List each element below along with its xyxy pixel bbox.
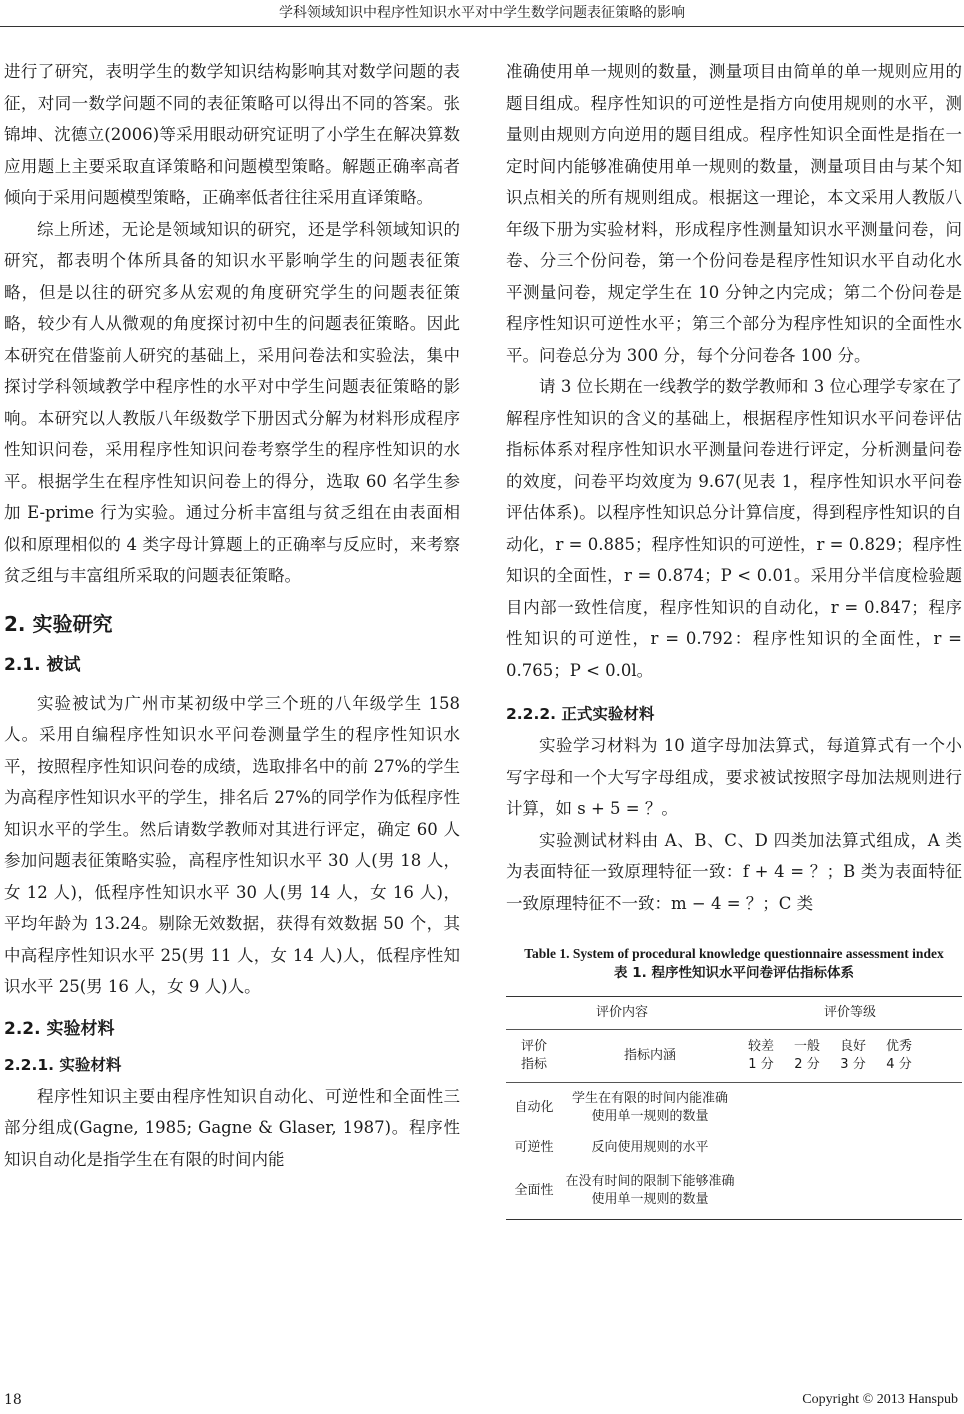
row-meaning: 在没有时间的限制下能够准确 使用单一规则的数量	[562, 1163, 738, 1220]
paragraph: 综上所述，无论是领域知识的研究，还是学科领域知识的研究，都表明个体所具备的知识水平影响学生的问题表征策略，但是以往的研究多从宏观的角度研究学生的问题表征策略，较少有人从微观的角度探讨初中生的问题表征策略。因此本研究在借鉴前人研究的基础上，采用问卷法和实验法，集中探讨学科领域教学中程序性的水平对中学生问题表征策略的影响。本研究以人教版八年级数学下册因式分解为材料形成程序性知识问卷，采用程序性知识问卷考察学生的程序性知识的水平。根据学生在程序性知识问卷上的得分，选取 60 名学生参加 E-prime 行为实验。通过分析丰富组与贫乏组在由表面相似和原理相似的 4 类字母计算题上的正确率与反应时，来考察贫乏组与丰富组所采取的问题表征策略。	[4, 219, 460, 585]
subsubsection-heading: 2.2.2. 正式实验材料	[506, 705, 655, 723]
subsubsection-heading: 2.2.1. 实验材料	[4, 1055, 122, 1074]
row-meaning: 反向使用规则的水平	[591, 1140, 709, 1155]
empty-cell	[922, 1030, 962, 1083]
copyright-notice: Copyright © 2013 Hanspub	[802, 1392, 958, 1407]
left-column	[4, 56, 460, 1175]
assessment-table	[506, 996, 962, 1220]
grade-cell: 较差 1 分	[738, 1030, 784, 1083]
table-subheader-row	[506, 1030, 962, 1083]
table-subheader-cell: 评价 指标	[506, 1030, 562, 1083]
row-name: 可逆性	[514, 1140, 554, 1155]
subsection-heading: 2.2. 实验材料	[4, 1018, 115, 1039]
table-header-cell: 评价等级	[738, 997, 962, 1030]
table-caption-en: Table 1. System of procedural knowledge questionnaire assessment index	[524, 946, 944, 961]
paragraph: 实验被试为广州市某初级中学三个班的八年级学生 158 人。采用自编程序性知识水平问卷测量学生的程序性知识水平，按照程序性知识问卷的成绩，选取排名中的前 27%的学生为高程序性知识水平的学生，排名后 27%的同学作为低程序性知识水平的学生。然后请数学教师对其进行评定，确定 60 人参加问题表征策略实验，高程序性知识水平 30 人(男 18 人，女 12 人)，低程序性知识水平 30 人(男 14 人，女 16 人)，平均年龄为 13.24。剔除无效数据，获得有效数据 50 个，其中高程序性知识水平 25(男 11 人，女 14 人)人，低程序性知识水平 25(男 16 人，女 9 人)人。	[4, 693, 460, 996]
grade-cell: 一般 2 分	[784, 1030, 830, 1083]
row-meaning: 学生在有限的时间内能准确 使用单一规则的数量	[571, 1091, 728, 1124]
paragraph: 实验测试材料由 A、B、C、D 四类加法算式组成，A 类为表面特征一致原理特征一致：f + 4 = ？；B 类为表面特征一致原理特征不一致：m − 4 = ？；C 类	[506, 830, 962, 913]
table-header-cell: 评价内容	[506, 997, 738, 1030]
table-row	[506, 1083, 962, 1134]
paragraph: 准确使用单一规则的数量，测量项目由简单的单一规则应用的题目组成。程序性知识的可逆性是指方向使用规则的水平，测量则由规则方向逆用的题目组成。程序性知识全面性是指在一定时间内能够准确使用单一规则的数量，测量项目由与某个知识点相关的所有规则组成。根据这一理论，本文采用人教版八年级下册为实验材料，形成程序性测量知识水平测量问卷，问卷、分三个份问卷，第一个份问卷是程序性知识水平自动化水平测量问卷，规定学生在 10 分钟之内完成；第二个份问卷是程序性知识可逆性水平；第三个部分为程序性知识的全面性水平。问卷总分为 300 分，每个分问卷各 100 分。	[506, 62, 962, 365]
paragraph: 实验学习材料为 10 道字母加法算式，每道算式有一个小写字母和一个大写字母组成，要求被试按照字母加法规则进行计算，如 s + 5 = ？。	[506, 736, 962, 818]
paragraph: 请 3 位长期在一线教学的数学教师和 3 位心理学专家在了解程序性知识的含义的基础上，根据程序性知识水平问卷评估指标体系对程序性知识水平测量问卷进行评定，分析测量问卷的效度，问卷平均效度为 9.67(见表 1，程序性知识水平问卷评估体系)。以程序性知识总分计算信度，得到程序性知识的自动化，r = 0.885；程序性知识的可逆性，r = 0.829；程序性知识的全面性，r = 0.874；P < 0.01。采用分半信度检验题目内部一致性信度，程序性知识的自动化，r = 0.847；程序性知识的可逆性，r = 0.792：程序性知识的全面性，r = 0.765；P < 0.0l。	[506, 377, 962, 680]
table-row	[506, 1133, 962, 1163]
grade-cell: 良好 3 分	[830, 1030, 876, 1083]
grade-cell: 优秀 4 分	[876, 1030, 922, 1083]
paragraph: 程序性知识主要由程序性知识自动化、可逆性和全面性三部分组成(Gagne, 1985; Gagne & Glaser, 1987)。程序性知识自动化是指学生在有限的时间内能	[4, 1086, 460, 1169]
header-rule	[0, 26, 964, 27]
right-column	[506, 56, 962, 1220]
row-name: 全面性	[506, 1163, 562, 1220]
running-header: 学科领域知识中程序性知识水平对中学生数学问题表征策略的影响	[279, 5, 685, 21]
row-name: 自动化	[514, 1100, 554, 1115]
table-row	[506, 1163, 962, 1220]
subsection-heading: 2.1. 被试	[4, 654, 81, 675]
section-heading: 2. 实验研究	[4, 611, 113, 636]
page-number: 18	[4, 1392, 22, 1408]
table-header-row	[506, 997, 962, 1030]
paragraph: 进行了研究，表明学生的数学知识结构影响其对数学问题的表征，对同一数学问题不同的表征策略可以得出不同的答案。张锦坤、沈德立(2006)等采用眼动研究证明了小学生在解决算数应用题上主要采取直译策略和问题模型策略。解题正确率高者倾向于采用问题模型策略，正确率低者往往采用直译策略。	[4, 62, 460, 207]
table-subheader-cell: 指标内涵	[562, 1030, 738, 1083]
table-caption-zh: 表 1. 程序性知识水平问卷评估指标体系	[614, 965, 854, 981]
